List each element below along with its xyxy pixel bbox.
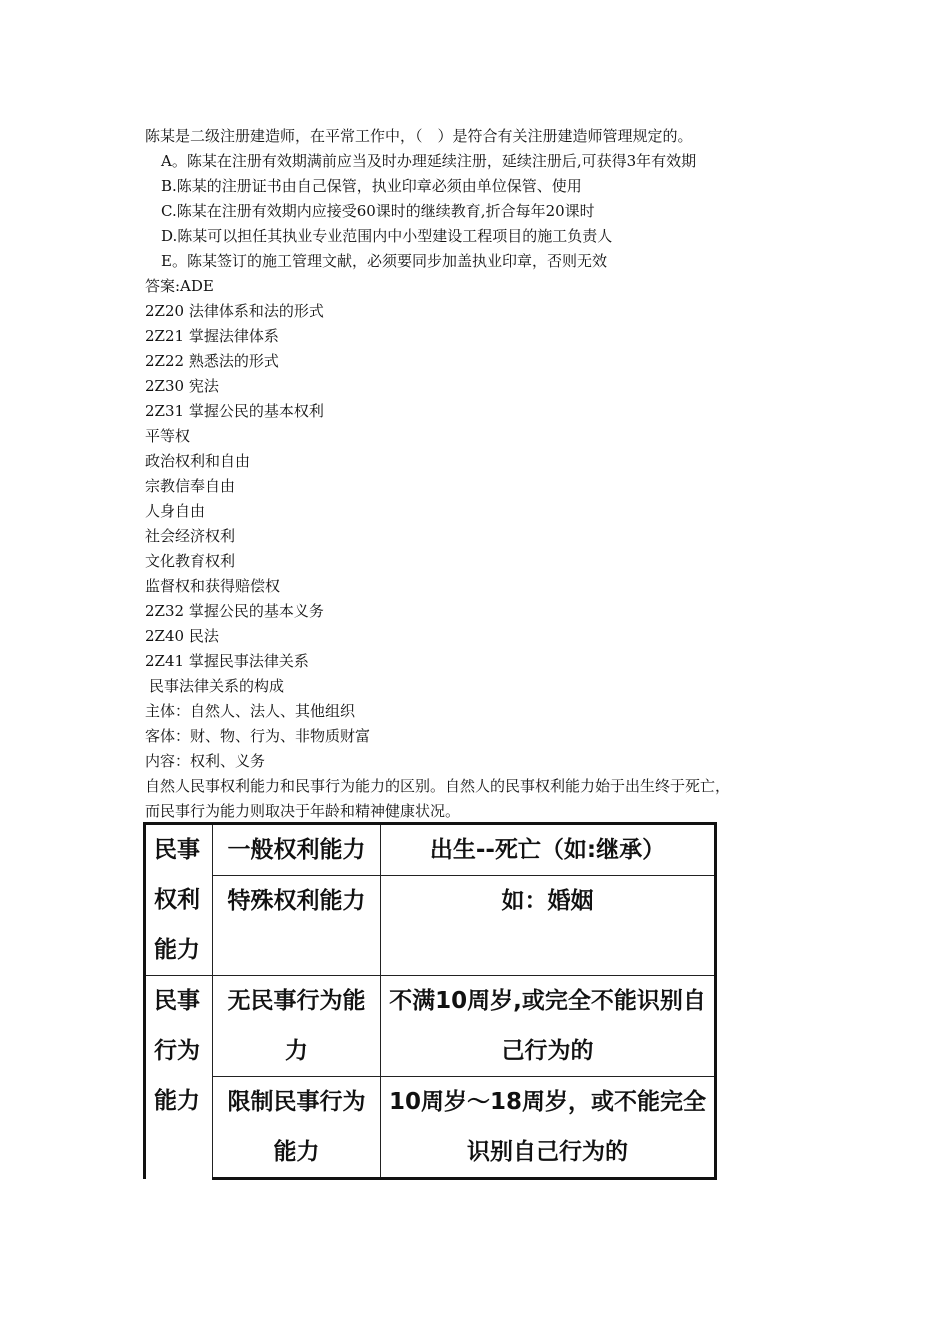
capacity-table: [143, 822, 717, 1180]
cell-type-no-capacity: 无民事行为能力: [213, 976, 381, 1077]
cell-desc-special-rights: 如：婚姻: [381, 876, 716, 976]
text-body: [145, 124, 825, 824]
text-line: 社会经济权利: [145, 527, 236, 545]
text-line: 自然人民事权利能力和民事行为能力的区别。自然人的民事权利能力始于出生终于死亡，: [145, 777, 731, 795]
cell-desc-general-rights: 出生--死亡（如:继承）: [381, 824, 716, 876]
text-line: C.陈某在注册有效期内应接受60课时的继续教育,折合每年20课时: [161, 202, 595, 220]
text-line: 2Z40 民法: [145, 627, 219, 645]
text-line: 平等权: [145, 427, 191, 445]
text-line: 而民事行为能力则取决于年龄和精神健康状况。: [145, 802, 461, 820]
cell-type-limited-capacity: 限制民事行为能力: [213, 1077, 381, 1179]
cell-desc-no-capacity: 不满10周岁,或完全不能识别自己行为的: [381, 976, 716, 1077]
text-line: 陈某是二级注册建造师，在平常工作中，（ ）是符合有关注册建造师管理规定的。: [145, 127, 693, 145]
text-line: 2Z41 掌握民事法律关系: [145, 652, 309, 670]
text-line: 文化教育权利: [145, 552, 236, 570]
text-line: A。陈某在注册有效期满前应当及时办理延续注册，延续注册后,可获得3年有效期: [161, 152, 697, 170]
text-line: 2Z31 掌握公民的基本权利: [145, 402, 324, 420]
cell-type-special-rights: 特殊权利能力: [213, 876, 381, 976]
text-line: 客体：财、物、行为、非物质财富: [145, 727, 371, 745]
text-line: 监督权和获得赔偿权: [145, 577, 281, 595]
cell-type-general-rights: 一般权利能力: [213, 824, 381, 876]
group-label-conduct: 民事行为能力: [145, 976, 213, 1179]
text-line: 2Z21 掌握法律体系: [145, 327, 279, 345]
text-line: B.陈某的注册证书由自己保管，执业印章必须由单位保管、使用: [161, 177, 582, 195]
text-line: 2Z30 宪法: [145, 377, 219, 395]
text-line: D.陈某可以担任其执业专业范围内中小型建设工程项目的施工负责人: [161, 227, 613, 245]
text-line: 2Z20 法律体系和法的形式: [145, 302, 324, 320]
text-line: 2Z32 掌握公民的基本义务: [145, 602, 324, 620]
text-line: 答案:ADE: [145, 277, 214, 295]
cell-desc-limited-capacity: 10周岁～18周岁，或不能完全识别自己行为的: [381, 1077, 716, 1179]
text-line: E。陈某签订的施工管理文献，必须要同步加盖执业印章，否则无效: [161, 252, 607, 270]
text-line: 民事法律关系的构成: [149, 677, 285, 695]
text-line: 内容：权利、义务: [145, 752, 266, 770]
text-line: 主体：自然人、法人、其他组织: [145, 702, 356, 720]
text-line: 2Z22 熟悉法的形式: [145, 352, 279, 370]
text-line: 政治权利和自由: [145, 452, 251, 470]
text-line: 人身自由: [145, 502, 206, 520]
group-label-rights: 民事权利能力: [145, 824, 213, 976]
text-line: 宗教信奉自由: [145, 477, 236, 495]
